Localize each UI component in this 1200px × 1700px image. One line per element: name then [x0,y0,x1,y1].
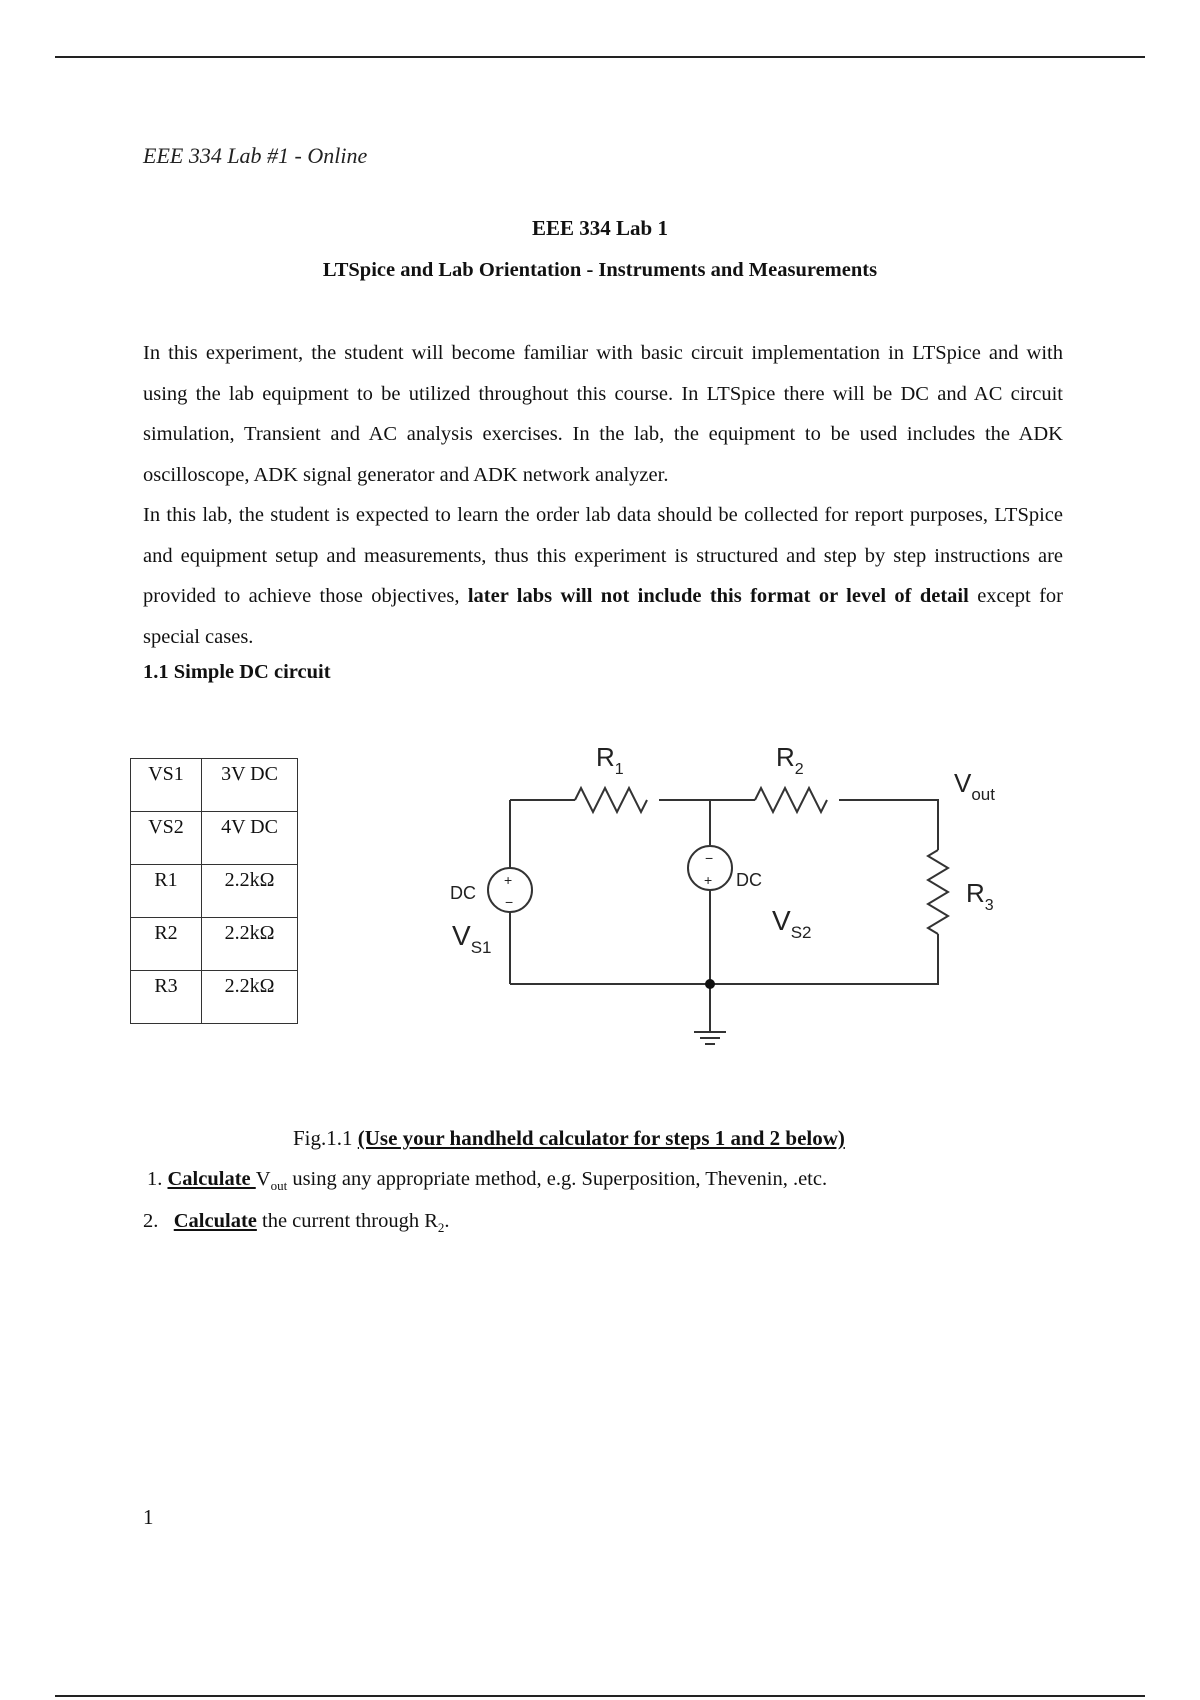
dc2-label: DC [736,870,762,890]
vs1-minus: − [505,894,514,910]
dc1-label: DC [450,883,476,903]
vs2-plus: + [704,872,713,888]
page-number: 1 [143,1505,154,1529]
param-value: 3V DC [202,759,298,812]
wire-right [510,934,938,984]
page-title: EEE 334 Lab 1 [532,216,668,240]
step-end: . [444,1210,450,1232]
page-subtitle: LTSpice and Lab Orientation - Instruments and Measurements [322,259,878,281]
intro-paragraph-2-end: except for special cases. [143,585,1063,648]
parameters-table [130,758,298,1024]
table-row [131,865,298,918]
param-value: 2.2kΩ [202,971,298,1024]
step-var-sub: out [270,1178,288,1194]
wire-top-right [839,800,938,850]
table-row [131,759,298,812]
table-row [131,971,298,1024]
vout-label: $V_{out}$ [954,768,995,804]
intro-paragraph-2-start: In this lab, the student is expected to learn the order lab data should be collected for report purposes, LTSpice and equipment setup and measurements, thus this experiment is structured and step by step instructions are provided to achieve those objectives, [143,504,1063,607]
vs1-plus: + [504,872,513,888]
step-1 [147,1168,827,1194]
vs2-minus: − [705,850,714,866]
table-row [131,918,298,971]
bottom-rule [55,1695,1145,1697]
figure-instruction: (Use your handheld calculator for steps 1 and 2 below) [357,1126,845,1150]
table-row [131,812,298,865]
step-number: 1. [147,1168,168,1190]
param-name: R3 [131,971,202,1024]
intro-paragraph-1: In this experiment, the student will become familiar with basic circuit implementation in LTSpice and with using the lab equipment to be utilized throughout this course. In LTSpice there will be DC and AC circuit simulation, Transient and AC analysis exercises. In the lab, the equipment to be used includes the ADK oscilloscope, ADK signal generator and ADK network analyzer. [143,342,1063,486]
step-keyword: Calculate [167,1168,256,1190]
param-value: 2.2kΩ [202,865,298,918]
step-text: using any appropriate method, e.g. Superposition, Thevenin, .etc. [287,1168,828,1190]
header-note: EEE 334 Lab #1 - Online [143,143,368,168]
ground-symbol [694,1032,726,1044]
param-name: R1 [131,865,202,918]
section-heading: 1.1 Simple DC circuit [143,661,331,683]
step-2 [143,1210,450,1236]
vs1-label: $V_{S1}$ [452,920,492,957]
figure-label: Fig.1.1 [293,1126,358,1150]
param-value: 2.2kΩ [202,918,298,971]
figure-caption [293,1126,845,1151]
r2-label: $R_2$ [776,742,804,778]
top-rule [55,56,1145,58]
junction-node [705,979,715,989]
resistor-r1 [575,788,647,812]
param-name: VS1 [131,759,202,812]
step-keyword: Calculate [173,1210,257,1232]
step-number: 2. [143,1210,174,1232]
param-name: R2 [131,918,202,971]
resistor-r3 [928,850,948,934]
intro-paragraph-2 [143,495,1063,657]
r3-label: $R_3$ [966,878,994,914]
step-var-sub: 2 [437,1220,445,1236]
vs2-label: $V_{S2}$ [772,905,812,942]
param-name: VS2 [131,812,202,865]
param-value: 4V DC [202,812,298,865]
step-text: the current through R [256,1210,438,1232]
circuit-diagram [430,720,1050,1060]
intro-paragraph-2-bold: later labs will not include this format or level of detail [467,585,969,607]
step-var: V [255,1168,271,1190]
resistor-r2 [755,788,827,812]
r1-label: $R_1$ [596,742,624,778]
